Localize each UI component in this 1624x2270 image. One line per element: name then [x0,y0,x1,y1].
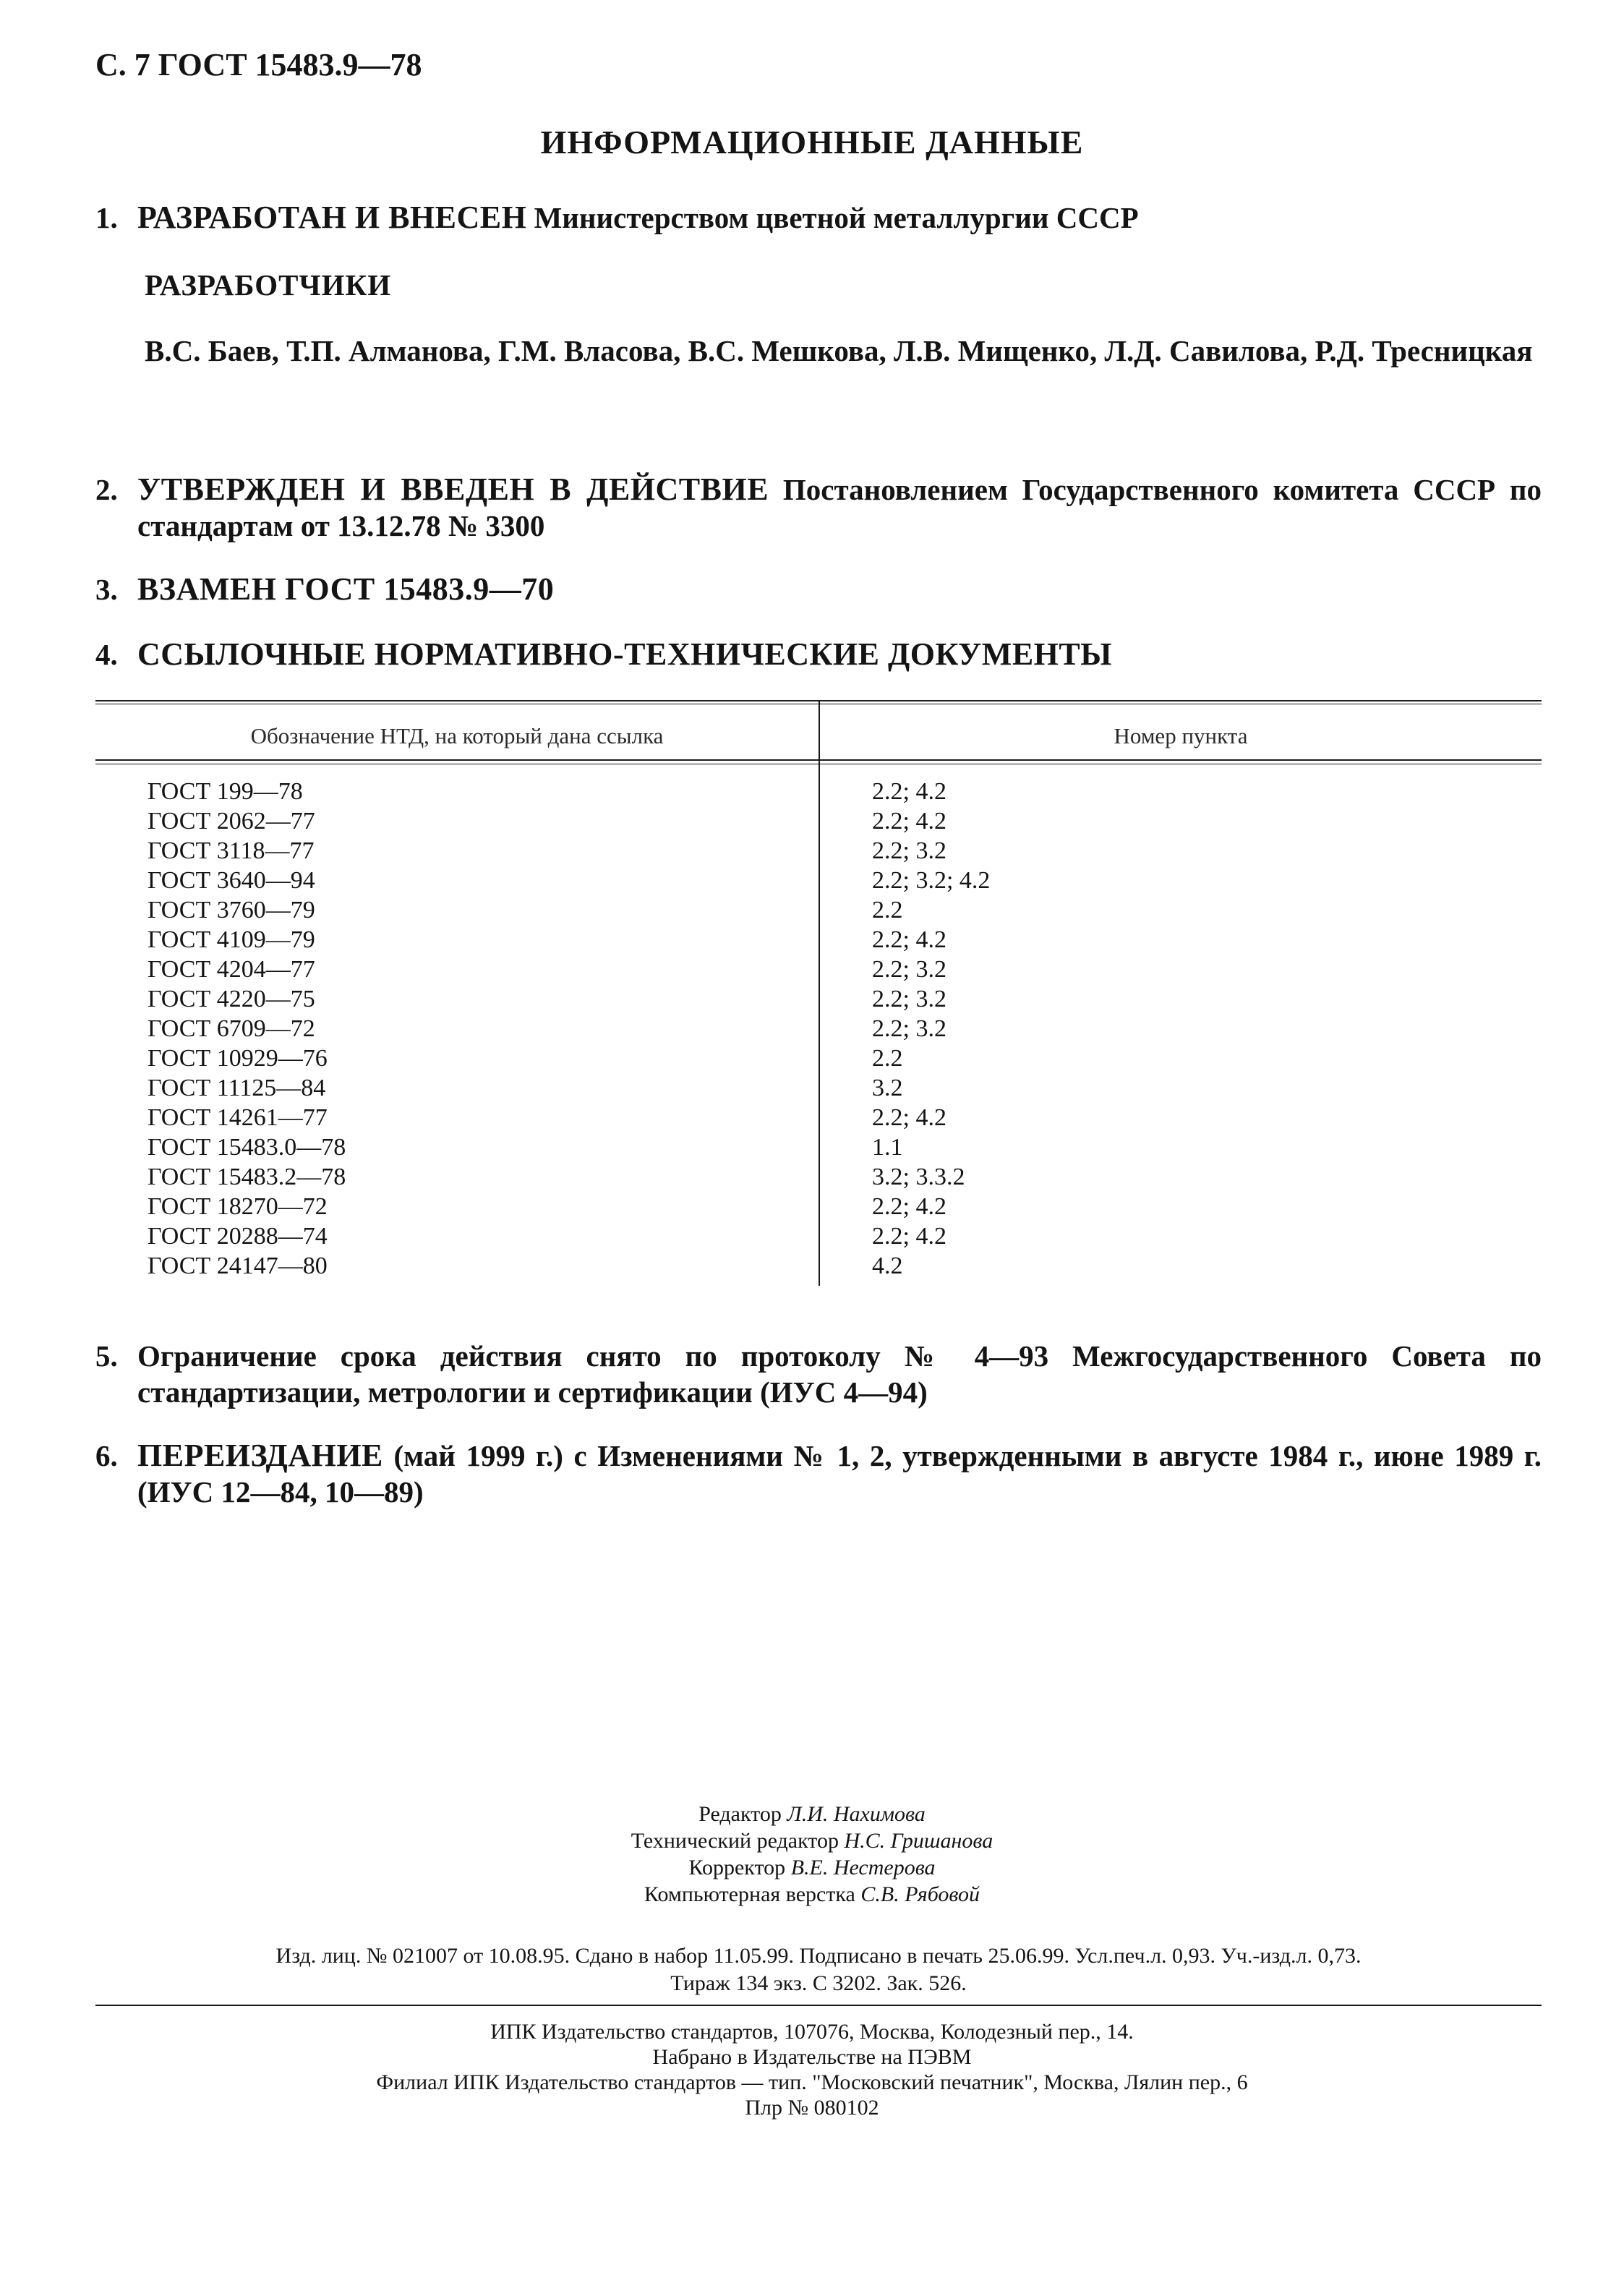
publisher-line-1: ИПК Издательство стандартов, 107076, Москва, Колодезный пер., 14. [490,2020,1134,2044]
credit-layout [0,1881,1624,1908]
section-3-lead: ВЗАМЕН ГОСТ 15483.9—70 [137,571,555,607]
table-header-rule [95,759,1542,761]
section-6-number: 6. [95,1439,118,1472]
section-3 [95,571,1542,607]
table-cell-document: ГОСТ 18270—72 [148,1193,328,1220]
table-cell-clause: 3.2; 3.3.2 [872,1164,965,1190]
table-cell-clause: 2.2; 3.2 [872,837,946,864]
table-cell-document: ГОСТ 10929—76 [148,1045,328,1072]
table-header-document: Обозначение НТД, на который дана ссылка [250,723,664,748]
section-2-text: Постановлением Государственного комитета СССР по стандартам от 13.12.78 № 3300 [137,473,1542,542]
table-cell-clause: 2.2; 4.2 [872,1193,946,1220]
section-5-text: Ограничение срока действия снято по протоколу № 4—93 Межгосударственного Совета по стандартизации, метрологии и сертификации (ИУС 4—94) [137,1339,1542,1409]
section-4-number: 4. [95,638,118,671]
developers-list: В.С. Баев, Т.П. Алманова, Г.М. Власова, В.С. Мешкова, Л.В. Мищенко, Л.Д. Савилова, Р.Д. Тресницкая [145,334,1533,367]
credit-editor [0,1801,1624,1827]
table-cell-document: ГОСТ 11125—84 [148,1075,326,1101]
imprint-line-1: Изд. лиц. № 021007 от 10.08.95. Сдано в набор 11.05.99. Подписано в печать 25.06.99. Усл.печ.л. 0,93. Уч.-изд.л. 0,73. [275,1944,1362,1968]
credit-layout-label: Компьютерная верстка [644,1882,855,1906]
page-header: С. 7 ГОСТ 15483.9—78 [95,47,422,82]
table-cell-document: ГОСТ 4109—79 [148,926,315,953]
credit-layout-name: С.В. Рябовой [860,1882,980,1906]
table-cell-document: ГОСТ 24147—80 [148,1253,328,1279]
publisher-line-2: Набрано в Издательстве на ПЭВМ [652,2045,972,2069]
table-cell-document: ГОСТ 4220—75 [148,986,315,1012]
section-1-number: 1. [95,201,118,234]
section-6-text: (май 1999 г.) с Изменениями № 1, 2, утвержденными в августе 1984 г., июне 1989 г. (ИУС 12—84, 10—89) [137,1439,1542,1509]
table-cell-document: ГОСТ 6709—72 [148,1015,315,1042]
table-cell-document: ГОСТ 14261—77 [148,1104,328,1131]
table-cell-document: ГОСТ 2062—77 [148,808,315,835]
table-cell-clause: 2.2; 3.2 [872,1015,946,1042]
publisher-block [0,2019,1624,2120]
table-cell-clause: 2.2; 3.2; 4.2 [872,867,991,894]
table-cell-clause: 2.2; 4.2 [872,778,946,805]
table-column-clauses [872,777,990,1281]
table-cell-document: ГОСТ 3760—79 [148,897,315,923]
imprint-line-2: Тираж 134 экз. С 3202. Зак. 526. [670,1971,967,1995]
section-4-lead: ССЫЛОЧНЫЕ НОРМАТИВНО-ТЕХНИЧЕСКИЕ ДОКУМЕНТЫ [137,636,1112,672]
credit-corrector-label: Корректор [688,1856,786,1879]
table-cell-document: ГОСТ 3118—77 [148,837,315,864]
table-cell-document: ГОСТ 4204—77 [148,956,315,983]
table-cell-clause: 2.2; 4.2 [872,808,946,835]
table-cell-clause: 2.2; 4.2 [872,1223,946,1250]
credit-tech-editor-label: Технический редактор [631,1829,839,1853]
table-column-documents [148,777,346,1281]
section-1-lead: РАЗРАБОТАН И ВНЕСЕН [137,200,527,235]
section-1-text: Министерством цветной металлургии СССР [534,201,1139,234]
table-cell-document: ГОСТ 3640—94 [148,867,315,894]
section-2-lead: УТВЕРЖДЕН И ВВЕДЕН В ДЕЙСТВИЕ [137,472,769,507]
publisher-line-3: Филиал ИПК Издательство стандартов — тип. "Московский печатник", Москва, Лялин пер., 6 [376,2070,1248,2094]
table-cell-document: ГОСТ 20288—74 [148,1223,328,1250]
imprint-block [95,1942,1542,1997]
section-4 [95,636,1542,673]
table-cell-clause: 3.2 [872,1075,903,1101]
table-cell-document: ГОСТ 15483.2—78 [148,1164,346,1190]
table-cell-clause: 2.2; 4.2 [872,1104,946,1131]
section-2 [95,472,1542,544]
table-cell-clause: 2.2; 3.2 [872,956,946,983]
section-3-number: 3. [95,573,118,606]
section-5-number: 5. [95,1339,118,1373]
section-2-number: 2. [95,473,118,506]
credits-block [0,1801,1624,1908]
table-cell-clause: 4.2 [872,1253,903,1279]
credit-corrector [0,1854,1624,1881]
footer-rule [95,2005,1542,2006]
table-column-divider [819,701,820,1286]
developers-heading: РАЗРАБОТЧИКИ [145,268,392,302]
table-cell-document: ГОСТ 199—78 [148,778,303,805]
section-5 [95,1338,1542,1410]
publisher-line-4: Плр № 080102 [745,2096,879,2120]
table-cell-clause: 2.2; 4.2 [872,926,946,953]
credit-editor-label: Редактор [698,1802,782,1826]
credit-tech-editor [0,1827,1624,1854]
credit-tech-editor-name: Н.С. Гришанова [844,1829,993,1853]
credit-editor-name: Л.И. Нахимова [787,1802,926,1826]
table-header-clause: Номер пункта [1114,723,1248,748]
section-1 [95,200,1542,236]
table-cell-clause: 2.2 [872,1045,903,1072]
table-cell-clause: 2.2 [872,897,903,923]
section-6-lead: ПЕРЕИЗДАНИЕ [137,1438,383,1473]
section-6 [95,1438,1542,1510]
document-title: ИНФОРМАЦИОННЫЕ ДАННЫЕ [540,124,1084,161]
table-cell-document: ГОСТ 15483.0—78 [148,1134,346,1161]
table-cell-clause: 1.1 [872,1134,903,1161]
table-cell-clause: 2.2; 3.2 [872,986,946,1012]
credit-corrector-name: В.Е. Нестерова [790,1856,936,1879]
